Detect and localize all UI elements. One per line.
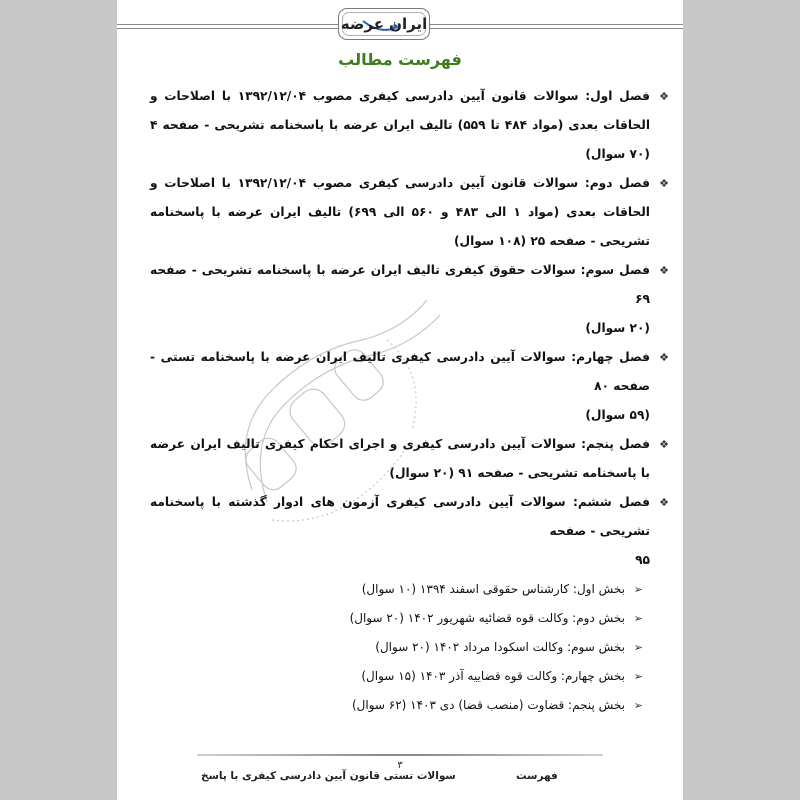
toc-section-1[interactable]: [117, 575, 643, 604]
section-text: بخش سوم: وکالت اسکودا مرداد ۱۴۰۲ (۲۰ سوال): [375, 640, 625, 654]
diamond-dots-icon: ❖: [659, 264, 669, 277]
chapter-text: فصل سوم: سوالات حقوق کیفری تالیف ایران عرضه با پاسخنامه تشریحی - صفحه ۶۹: [150, 263, 650, 306]
toc-section-3[interactable]: [117, 633, 643, 662]
toc-chapter-6[interactable]: [150, 488, 669, 575]
toc-chapter-3[interactable]: [150, 256, 669, 343]
section-text: بخش دوم: وکالت قوه قضائیه شهریور ۱۴۰۲ (۲۰ سوال): [349, 611, 625, 625]
logo-text: ایران عرضه: [340, 15, 428, 33]
document-page: [117, 0, 683, 800]
diamond-dots-icon: ❖: [659, 438, 669, 451]
chapter-text-cont: (۵۹ سوال): [585, 408, 650, 422]
page-number: ۳: [397, 760, 403, 771]
brand-logo: [338, 8, 430, 40]
section-text: بخش چهارم: وکالت قوه قضاییه آذر ۱۴۰۳ (۱۵ سوال): [361, 669, 625, 683]
toc-section-2[interactable]: [117, 604, 643, 633]
arrowhead-icon: ➢: [633, 641, 643, 654]
section-text: بخش پنجم: قضاوت (منصب قضا) دی ۱۴۰۳ (۶۲ سوال): [351, 698, 625, 712]
diamond-dots-icon: ❖: [659, 90, 669, 103]
diamond-dots-icon: ❖: [659, 496, 669, 509]
toc-chapter-2[interactable]: [150, 169, 669, 256]
chapter-text-cont: (۲۰ سوال): [585, 321, 650, 335]
chapter-text-cont: ۹۵: [635, 553, 650, 567]
diamond-dots-icon: ❖: [659, 177, 669, 190]
diamond-dots-icon: ❖: [659, 351, 669, 364]
section-text: بخش اول: کارشناس حقوقی اسفند ۱۳۹۴ (۱۰ سوال): [361, 582, 625, 596]
footer-rule: [197, 754, 603, 756]
footer-book-title: سوالات تستی قانون آیین دادرسی کیفری با پاسخ: [201, 770, 456, 782]
chapter-text: فصل چهارم: سوالات آیین دادرسی کیفری تالیف ایران عرضه با پاسخنامه تستی - صفحه ۸۰: [150, 350, 650, 393]
chapter-text: فصل پنجم: سوالات آیین دادرسی کیفری و اجرای احکام کیفری تالیف ایران عرضه با پاسخنامه تشریحی - صفحه ۹۱ (۲۰ سوال): [150, 437, 650, 480]
toc-chapter-4[interactable]: [150, 343, 669, 430]
toc-chapter-1[interactable]: [150, 82, 669, 169]
footer-section-name: فهرست: [516, 770, 558, 782]
toc-list: [117, 82, 683, 720]
arrowhead-icon: ➢: [633, 583, 643, 596]
chapter-text: فصل اول: سوالات قانون آیین دادرسی کیفری مصوب ۱۳۹۲/۱۲/۰۴ با اصلاحات و الحاقات بعدی (مواد ۴۸۴ تا ۵۵۹) تالیف ایران عرضه با پاسخنامه تشریحی - صفحه ۴ (۷۰ سوال): [150, 89, 651, 161]
chapter-text: فصل دوم: سوالات قانون آیین دادرسی کیفری مصوب ۱۳۹۲/۱۲/۰۴ با اصلاحات و الحاقات بعدی (مواد ۱ الی ۴۸۳ و ۵۶۰ الی ۶۹۹) تالیف ایران عرضه با پاسخنامه تشریحی - صفحه ۲۵ (۱۰۸ سوال): [150, 176, 650, 248]
toc-chapter-5[interactable]: [150, 430, 669, 488]
arrowhead-icon: ➢: [633, 699, 643, 712]
arrowhead-icon: ➢: [633, 612, 643, 625]
toc-section-5[interactable]: [117, 691, 643, 720]
toc-title: فهرست مطالب: [338, 50, 462, 69]
toc-section-4[interactable]: [117, 662, 643, 691]
arrowhead-icon: ➢: [633, 670, 643, 683]
watermark-text: ایران عرضه: [212, 280, 217, 281]
chapter-text: فصل ششم: سوالات آیین دادرسی کیفری آزمون های ادوار گذشته با پاسخنامه تشریحی - صفحه: [150, 495, 650, 538]
